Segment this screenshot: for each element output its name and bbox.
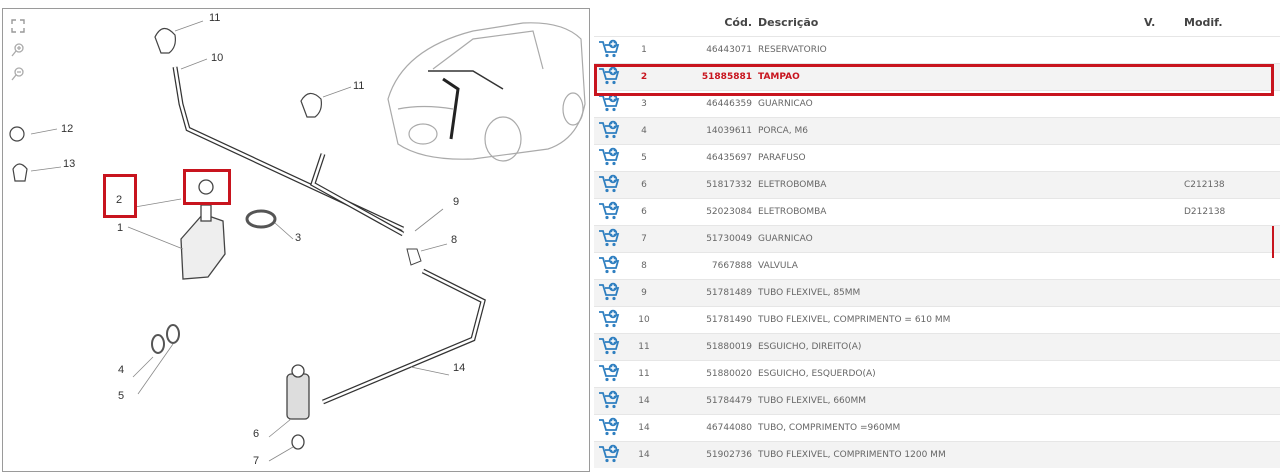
cell-v [1144,145,1184,172]
cell-description: PORCA, M6 [758,126,808,136]
cell-code[interactable]: 46744080 [706,423,752,433]
table-row[interactable] [594,118,1280,145]
cell-pos: 14 [638,423,650,433]
cell-description: TUBO, COMPRIMENTO =960MM [758,423,901,433]
callout-14: 14 [453,362,466,374]
cell-description: ELETROBOMBA [758,180,827,190]
cell-cart[interactable] [594,280,624,307]
cell-code[interactable]: 7667888 [711,261,752,271]
cell-code[interactable]: 51902736 [706,450,752,460]
cell-description: GUARNICAO [758,234,813,244]
cell-pos: 9 [641,288,647,298]
callout-6: 6 [253,428,260,440]
washer-system-drawing [3,9,590,472]
cell-modif: C212138 [1184,180,1225,190]
table-row[interactable] [594,226,1280,253]
table-row[interactable] [594,253,1280,280]
cell-code[interactable]: 51784479 [706,396,752,406]
cell-modif [1184,361,1280,388]
cell-description: ESGUICHO, ESQUERDO(A) [758,369,876,379]
cell-pos: 14 [638,396,650,406]
add-to-cart-icon[interactable] [598,390,620,410]
cell-code[interactable]: 51880020 [706,369,752,379]
cell-pos: 3 [641,99,647,109]
add-to-cart-icon[interactable] [598,363,620,383]
table-row[interactable] [594,361,1280,388]
callout-13: 13 [63,158,76,170]
callout-5: 5 [118,390,125,402]
callout-3: 3 [295,232,302,244]
cell-pos: 6 [641,207,647,217]
cell-modif [1184,388,1280,415]
cell-description: TUBO FLEXIVEL, COMPRIMENTO = 610 MM [758,315,951,325]
parts-table-body [594,37,1280,469]
add-to-cart-icon[interactable] [598,417,620,437]
cell-cart[interactable] [594,415,624,442]
selected-row-highlight [594,64,1274,96]
callout-2: 2 [116,194,123,206]
cell-cart[interactable] [594,145,624,172]
cell-pos: 4 [641,126,647,136]
cell-v [1144,172,1184,199]
callout-2-highlight [103,174,137,218]
add-to-cart-icon[interactable] [598,309,620,329]
cell-v [1144,253,1184,280]
cell-code[interactable]: 51730049 [706,234,752,244]
cell-v [1144,442,1184,469]
table-row[interactable] [594,37,1280,64]
cell-description: PARAFUSO [758,153,806,163]
cell-code[interactable]: 51781489 [706,288,752,298]
header-modif: Modif. [1184,15,1223,29]
table-row[interactable] [594,307,1280,334]
cell-modif [1184,442,1280,469]
cell-cart[interactable] [594,388,624,415]
cell-code[interactable]: 14039611 [706,126,752,136]
callout-7: 7 [253,455,260,467]
cell-code[interactable]: 51817332 [706,180,752,190]
cell-modif [1184,280,1280,307]
cell-cart[interactable] [594,442,624,469]
cell-v [1144,334,1184,361]
cell-cart[interactable] [594,199,624,226]
cell-description: VALVULA [758,261,798,271]
cell-v [1144,37,1184,64]
header-pos [624,8,664,37]
cell-modif [1184,226,1280,253]
part-2-highlight [183,169,231,205]
cell-code[interactable]: 52023084 [706,207,752,217]
cell-cart[interactable] [594,226,624,253]
cell-description: GUARNICAO [758,99,813,109]
callout-12: 12 [61,123,74,135]
callout-11: 11 [209,12,221,24]
header-description: Descrição [758,15,819,29]
cell-v [1144,361,1184,388]
cell-code[interactable]: 51781490 [706,315,752,325]
header-icon [594,8,624,37]
cell-cart[interactable] [594,307,624,334]
cell-pos: 2 [640,72,648,82]
table-row[interactable] [594,280,1280,307]
cell-cart[interactable] [594,334,624,361]
cell-v [1144,307,1184,334]
table-row[interactable] [594,388,1280,415]
add-to-cart-icon[interactable] [598,282,620,302]
add-to-cart-icon[interactable] [598,255,620,275]
cell-description: TUBO FLEXIVEL, COMPRIMENTO 1200 MM [758,450,946,460]
cell-description: TUBO FLEXIVEL, 660MM [758,396,867,406]
cell-description: TAMPAO [758,72,800,82]
cell-pos: 11 [638,342,650,352]
cell-description: RESERVATORIO [758,45,827,55]
add-to-cart-icon[interactable] [598,147,620,167]
cell-code[interactable]: 46443071 [706,45,752,55]
table-row[interactable] [594,172,1280,199]
cell-code[interactable]: 46446359 [706,99,752,109]
add-to-cart-icon[interactable] [598,336,620,356]
cell-pos: 5 [641,153,647,163]
add-to-cart-icon[interactable] [598,174,620,194]
table-header-row [594,8,1280,37]
cell-cart[interactable] [594,253,624,280]
table-row[interactable] [594,442,1280,469]
cell-cart[interactable] [594,118,624,145]
cell-modif [1184,307,1280,334]
cell-pos: 11 [638,369,650,379]
cell-v [1144,118,1184,145]
cell-pos: 8 [641,261,647,271]
table-row[interactable] [594,334,1280,361]
cell-v [1144,199,1184,226]
cell-code[interactable]: 46435697 [706,153,752,163]
scroll-marker [1272,226,1274,258]
callout-11b: 11 [353,80,365,92]
add-to-cart-icon[interactable] [598,444,620,464]
cell-modif: D212138 [1184,207,1226,217]
cell-pos: 10 [638,315,650,325]
add-to-cart-icon[interactable] [598,39,620,59]
cell-modif [1184,118,1280,145]
cell-code[interactable]: 51880019 [706,342,752,352]
table-row[interactable] [594,199,1280,226]
cell-description: ESGUICHO, DIREITO(A) [758,342,862,352]
callout-10: 10 [211,52,224,64]
cell-cart[interactable] [594,172,624,199]
cell-description: ELETROBOMBA [758,207,827,217]
cell-pos: 14 [638,450,650,460]
table-row[interactable] [594,145,1280,172]
cell-pos: 1 [641,45,647,55]
table-row[interactable] [594,415,1280,442]
cell-code[interactable]: 51885881 [701,72,752,82]
callout-4: 4 [118,364,125,376]
cell-pos: 7 [641,234,647,244]
car-silhouette [388,23,585,161]
add-to-cart-icon[interactable] [598,228,620,248]
cell-v [1144,226,1184,253]
callout-9: 9 [453,196,460,208]
cell-modif [1184,334,1280,361]
add-to-cart-icon[interactable] [598,201,620,221]
cell-cart[interactable] [594,37,624,64]
callout-1: 1 [117,222,124,234]
cell-modif [1184,415,1280,442]
add-to-cart-icon[interactable] [598,120,620,140]
callout-8: 8 [451,234,458,246]
cell-v [1144,415,1184,442]
header-code: Cód. [724,15,752,29]
cell-modif [1184,37,1280,64]
cell-pos: 6 [641,180,647,190]
exploded-diagram-panel[interactable] [2,8,590,472]
cell-v [1144,388,1184,415]
cell-v [1144,280,1184,307]
cell-modif [1184,253,1280,280]
cell-cart[interactable] [594,361,624,388]
cell-modif [1184,145,1280,172]
cell-description: TUBO FLEXIVEL, 85MM [758,288,861,298]
header-v: V. [1144,15,1156,29]
